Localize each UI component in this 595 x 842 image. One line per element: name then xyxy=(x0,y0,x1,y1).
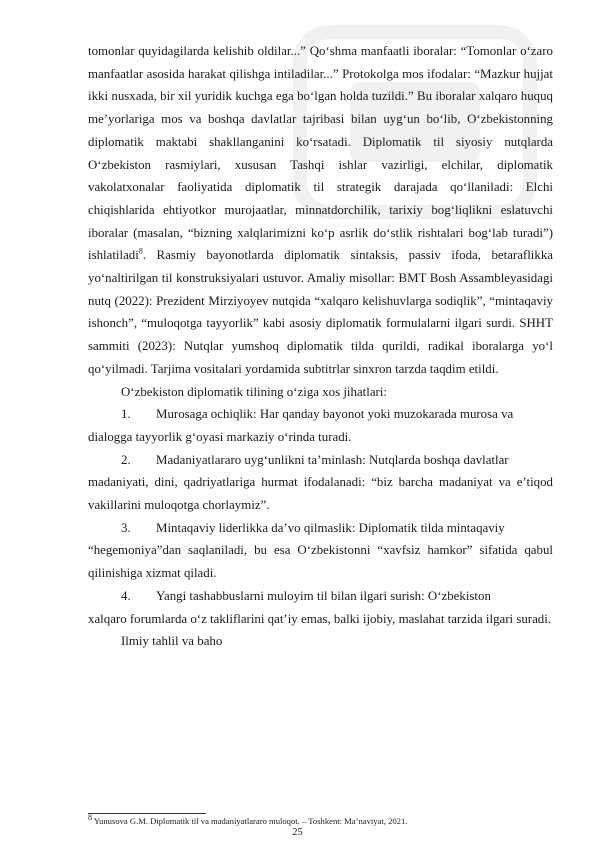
list-item xyxy=(88,517,553,585)
list-item-continuation: madaniyati, dini, qadriyatlariga hurmat ifodalanadi: “biz barcha madaniyat va e’tiqod vakillarini muloqotga chorlaymiz”. xyxy=(88,475,553,513)
list-item-continuation: dialogga tayyorlik g‘oyasi markaziy o‘rinda turadi. xyxy=(88,429,352,444)
paragraph-diplomatic-phrases: tomonlar quyidagilarda kelishib oldilar...” Qo‘shma manfaatli iboralar: “Tomonlar o‘zaro manfaatlar asosida harakat qilishga intiladilar...” Protokolga mos ifodalar: “Mazkur hujjat ikki nusxada, bir xil yuridik kuchga ega bo‘lgan holda tuzildi.” Bu iboralar xalqaro huquq me’yorlariga mos va boshqa davlatlar tajribasi bilan uyg‘un bo‘lib, O‘zbekistonning diplomatik maktabi shakllanganini ko‘rsatadi. Diplomatik til siyosiy nutqlarda O‘zbekiston rasmiylari, xususan Tashqi ishlar vazirligi, elchilar, diplomatik vakolatxonalar faoliyatida diplomatik til strategik darajada qo‘llaniladi: Elchi chiqishlarida ehtiyotkor murojaatlar, minnatdorchilik, tarixiy bog‘liqlikni eslatuvchi iboralar (masalan, “bizning xalqlarimizni ko‘p asrlik do‘stlik rishtalari bog‘lab turadi”) ishlatiladi$^8$. Rasmiy bayonotlarda diplomatik sintaksis, passiv ifoda, betaraflikka yo‘naltirilgan til konstruksiyalari ustuvor. Amaliy misollar: BMT Bosh Assambleyasidagi nutq (2022): Prezident Mirziyoyev nutqida “xalqaro kelishuvlarga sodiqlik”, “mintaqaviy ishonch”, “muloqotga tayyorlik” kabi asosiy diplomatik formulalarni ilgari surdi. SHHT sammiti (2023): Nutqlar yumshoq diplomatik tilda qurildi, radikal iboralarga yo‘l qo‘yilmadi. Tarjima vositalari yordamida subtitrlar sinxron tarzda taqdim etildi. xyxy=(88,44,553,376)
list-item-number: 2. xyxy=(121,452,131,467)
footnote-number: 8 xyxy=(88,813,92,823)
list-item-text: Yangi tashabbuslarni muloyim til bilan ilgari surish: O‘zbekiston xyxy=(156,588,491,603)
list-item xyxy=(88,403,553,448)
list-item-number: 3. xyxy=(121,520,131,535)
page-number: 25 xyxy=(292,827,303,838)
footnote-divider xyxy=(88,813,206,814)
footnote-text: Yunusova G.M. Diplomatik til va madaniyatlararo muloqot. – Toshkent: Ma’naviyat, 2021. xyxy=(92,816,408,826)
list-item-continuation: “hegemoniya”dan saqlaniladi, bu esa O‘zbekistonni “xavfsiz hamkor” sifatida qabul qilinishiga xizmat qiladi. xyxy=(88,543,553,581)
list-item-continuation: xalqaro forumlarda o‘z takliflarini qat’iy emas, balki ijobiy, maslahat tarzida ilgari suradi. xyxy=(88,611,552,626)
list-item xyxy=(88,449,553,517)
footnote xyxy=(88,813,553,827)
list-item-text: Mintaqaviy liderlikka da’vo qilmaslik: Diplomatik tilda mintaqaviy xyxy=(156,520,505,535)
list-item xyxy=(88,585,553,630)
section-heading-analysis: Ilmiy tahlil va baho xyxy=(121,634,223,649)
list-item-number: 4. xyxy=(121,588,131,603)
list-item-number: 1. xyxy=(121,407,131,422)
paragraph-features-intro: O‘zbekiston diplomatik tilining o‘ziga xos jihatlari: xyxy=(121,384,388,399)
list-item-text: Madaniyatlararo uyg‘unlikni ta’minlash: Nutqlarda boshqa davlatlar xyxy=(156,452,509,467)
body-text xyxy=(88,40,553,653)
list-item-text: Murosaga ochiqlik: Har qanday bayonot yoki muzokarada murosa va xyxy=(156,407,514,422)
footnote-ref[interactable]: 8 xyxy=(138,247,143,257)
